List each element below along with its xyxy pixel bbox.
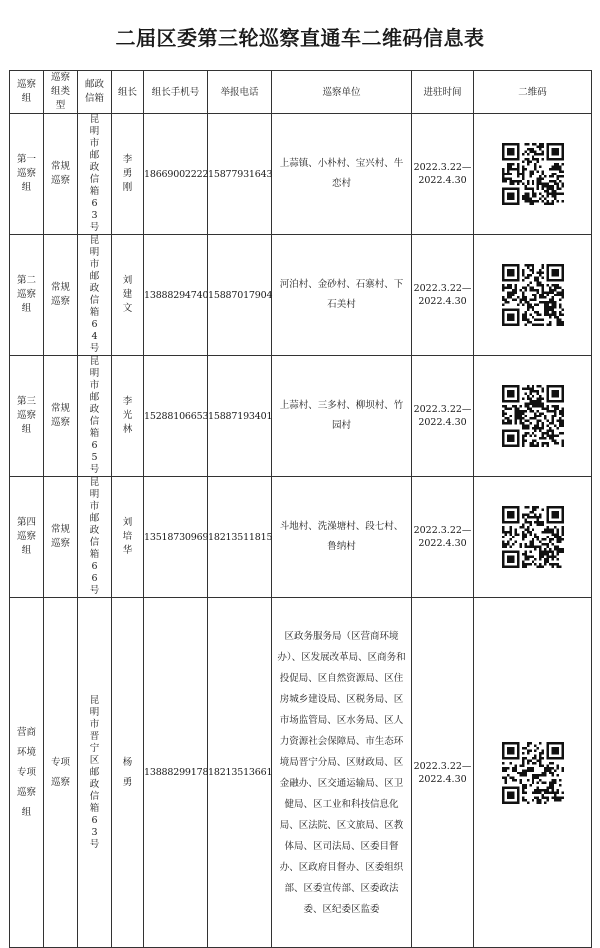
type-cell: 常规巡察	[44, 114, 78, 235]
qr-code-icon[interactable]	[502, 742, 564, 804]
header-group: 巡察组	[10, 71, 44, 114]
header-mailbox: 邮政信箱	[78, 71, 112, 114]
period-cell	[412, 114, 474, 235]
leader-cell: 李勇刚	[112, 114, 144, 235]
inspection-info-table	[9, 70, 592, 948]
period-cell	[412, 356, 474, 477]
leader-phone-cell: 13518730969	[144, 477, 208, 598]
group-cell: 营商环境专项巡察组	[10, 598, 44, 948]
report-phone-cell[interactable]: 15887017904	[208, 235, 272, 356]
period-start: 2022.3.22—	[413, 404, 472, 415]
period-cell	[412, 477, 474, 598]
leader-phone-cell: 15288106653	[144, 356, 208, 477]
group-cell: 第二巡察组	[10, 235, 44, 356]
table-row	[10, 114, 592, 235]
report-phone-cell[interactable]: 18213511815	[208, 477, 272, 598]
mailbox-cell: 昆明市晋宁区邮政信箱63号	[78, 598, 112, 948]
leader-phone-cell: 13888294740	[144, 235, 208, 356]
qrcode-cell	[474, 598, 592, 948]
period-start: 2022.3.22—	[413, 162, 472, 173]
header-period: 进驻时间	[412, 71, 474, 114]
qr-code-icon[interactable]	[502, 143, 564, 205]
table-row	[10, 356, 592, 477]
header-units: 巡察单位	[272, 71, 412, 114]
units-cell: 上蒜村、三多村、柳坝村、竹园村	[272, 356, 412, 477]
group-cell: 第三巡察组	[10, 356, 44, 477]
group-cell: 第一巡察组	[10, 114, 44, 235]
table-row	[10, 235, 592, 356]
period-cell	[412, 598, 474, 948]
mailbox-cell: 昆明市邮政信箱63号	[78, 114, 112, 235]
period-start: 2022.3.22—	[413, 760, 472, 772]
period-start: 2022.3.22—	[413, 525, 472, 536]
period-cell	[412, 235, 474, 356]
qr-code-icon[interactable]	[502, 264, 564, 326]
mailbox-cell: 昆明市邮政信箱65号	[78, 356, 112, 477]
type-cell: 常规巡察	[44, 477, 78, 598]
leader-cell: 刘培华	[112, 477, 144, 598]
header-qrcode: 二维码	[474, 71, 592, 114]
header-leader-phone: 组长手机号	[144, 71, 208, 114]
report-phone-cell[interactable]: 15877931643	[208, 114, 272, 235]
qrcode-cell	[474, 235, 592, 356]
period-end: 2022.4.30	[418, 773, 467, 785]
units-cell: 河泊村、金砂村、石寨村、下石美村	[272, 235, 412, 356]
table-row	[10, 477, 592, 598]
header-report-phone: 举报电话	[208, 71, 272, 114]
period-end: 2022.4.30	[418, 538, 467, 549]
leader-cell: 刘建文	[112, 235, 144, 356]
group-cell: 第四巡察组	[10, 477, 44, 598]
units-cell: 斗地村、洗澡塘村、段七村、鲁纳村	[272, 477, 412, 598]
units-cell: 上蒜镇、小朴村、宝兴村、牛恋村	[272, 114, 412, 235]
report-phone-cell[interactable]: 18213513661	[208, 598, 272, 948]
mailbox-cell: 昆明市邮政信箱66号	[78, 477, 112, 598]
period-end: 2022.4.30	[418, 417, 467, 428]
qrcode-cell	[474, 477, 592, 598]
leader-cell: 杨勇	[112, 598, 144, 948]
table-header-row	[10, 71, 592, 114]
header-type: 巡察组类型	[44, 71, 78, 114]
mailbox-cell: 昆明市邮政信箱64号	[78, 235, 112, 356]
page-title: 二届区委第三轮巡察直通车二维码信息表	[115, 26, 485, 50]
leader-phone-cell: 13888299178	[144, 598, 208, 948]
leader-phone-cell: 18669002222	[144, 114, 208, 235]
qrcode-cell	[474, 356, 592, 477]
qrcode-cell	[474, 114, 592, 235]
type-cell: 常规巡察	[44, 356, 78, 477]
leader-cell: 李光林	[112, 356, 144, 477]
header-leader: 组长	[112, 71, 144, 114]
period-end: 2022.4.30	[418, 175, 467, 186]
qr-code-icon[interactable]	[502, 506, 564, 568]
type-cell: 专项巡察	[44, 598, 78, 948]
units-cell: 区政务服务局（区营商环境办）、区发展改革局、区商务和投促局、区自然资源局、区住房城乡建设局、区税务局、区市场监管局、区水务局、区人力资源社会保障局、市生态环境局晋宁分局、区财政局、区金融办、区交通运输局、区卫健局、区工业和科技信息化局、区法院、区文旅局、区教体局、区司法局、区委目督办、区政府目督办、区委组织部、区委宣传部、区委政法委、区纪委区监委	[272, 598, 412, 948]
table-row	[10, 598, 592, 948]
period-end: 2022.4.30	[418, 296, 467, 307]
qr-code-icon[interactable]	[502, 385, 564, 447]
type-cell: 常规巡察	[44, 235, 78, 356]
report-phone-cell[interactable]: 15887193401	[208, 356, 272, 477]
period-start: 2022.3.22—	[413, 283, 472, 294]
